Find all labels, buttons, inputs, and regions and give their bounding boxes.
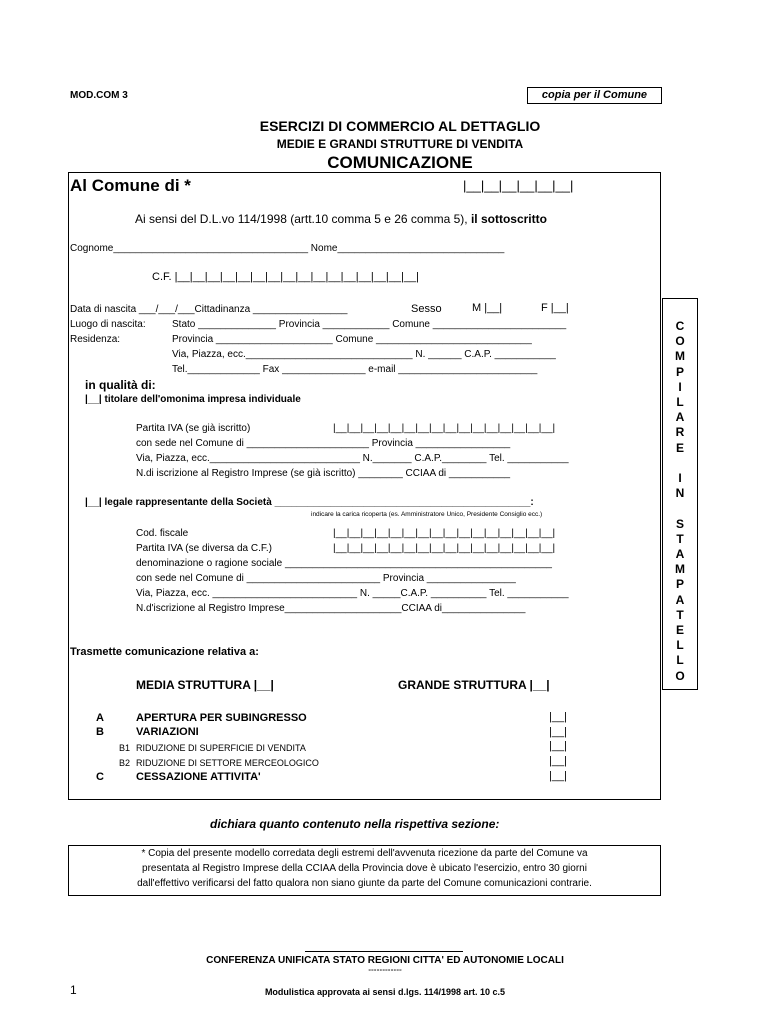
stamp-letter: T <box>676 531 684 546</box>
item-checkbox[interactable]: |__| <box>549 755 567 767</box>
footer-modulistica: Modulistica approvata ai sensi d.lgs. 114/1998 art. 10 c.5 <box>264 987 506 997</box>
note-line3: dall'effettivo verificarsi del fatto qualora non siano giunte da parte del Comune comunicazioni contrarie. <box>137 878 592 889</box>
stamp-letter: P <box>675 577 684 592</box>
stamp-letter: P <box>675 364 684 379</box>
residenza-label: Residenza: <box>70 334 121 345</box>
stamp-letter: E <box>675 440 684 455</box>
note-line2: presentata al Registro Imprese della CCIAA della Provincia dove è ubicato l'esercizio, entro 30 giorni <box>142 863 587 874</box>
legale-checkbox[interactable]: |__| legale rappresentante della Società ______________________________________________: <box>85 497 534 508</box>
residenza-via-field[interactable]: Via, Piazza, ecc.______________________________ N. ______ C.A.P. ___________ <box>172 349 556 360</box>
stamp-letter: L <box>676 638 684 653</box>
titolare-checkbox[interactable]: |__| titolare dell'omonima impresa individuale <box>85 394 301 405</box>
title-line3: COMUNICAZIONE <box>327 153 473 172</box>
main-form-frame <box>68 172 661 800</box>
stamp-letter: L <box>676 395 684 409</box>
title-line1: ESERCIZI DI COMMERCIO AL DETTAGLIO <box>259 118 541 134</box>
sesso-m-checkbox[interactable]: M |__| <box>472 302 503 314</box>
cognome-nome-field[interactable]: Cognome___________________________________ Nome______________________________ <box>70 243 505 254</box>
comune-label: Al Comune di * <box>70 176 191 195</box>
stamp-letter: N <box>675 486 685 501</box>
form-code: MOD.COM 3 <box>70 90 128 101</box>
stamp-letter: C <box>675 319 685 333</box>
stamp-letter: M <box>675 562 685 577</box>
item-code: B2 <box>119 758 131 768</box>
item-label: CESSAZIONE ATTIVITA' <box>136 771 261 783</box>
footer-conferenza: CONFERENZA UNIFICATA STATO REGIONI CITTA' ED AUTONOMIE LOCALI <box>206 955 564 966</box>
item-code: A <box>96 712 104 724</box>
piva-field[interactable]: |__|__|__|__|__|__|__|__|__|__|__|__|__|__|__|__| <box>333 423 556 434</box>
stamp-letter: S <box>675 516 684 531</box>
sede2-field[interactable]: con sede nel Comune di ________________________ Provincia ________________ <box>136 573 516 584</box>
residenza-provincia-field[interactable]: Provincia _____________________ Comune ____________________________ <box>172 334 532 345</box>
stamp-letter: T <box>676 607 684 622</box>
luogo-field[interactable]: Stato ______________ Provincia ____________ Comune ________________________ <box>172 319 567 330</box>
stamp-letter: O <box>675 334 685 349</box>
piva-label: Partita IVA (se già iscritto) <box>136 423 251 434</box>
iscrizione-field[interactable]: N.di iscrizione al Registro Imprese (se già iscritto) ________ CCIAA di ___________ <box>136 468 511 479</box>
stamp-letter: A <box>675 592 685 607</box>
stamp-letter: I <box>678 379 682 394</box>
stamp-letter: A <box>675 410 685 425</box>
copy-label: copia per il Comune <box>541 89 648 101</box>
intro-text: Ai sensi del D.L.vo 114/1998 (artt.10 comma 5 e 26 comma 5), il sottoscritto <box>135 212 547 226</box>
codfisc-label: Cod. fiscale <box>136 528 189 539</box>
dichiara-text: dichiara quanto contenuto nella rispettiva sezione: <box>210 817 500 831</box>
sesso-f-checkbox[interactable]: F |__| <box>541 302 569 314</box>
codfisc-field[interactable]: |__|__|__|__|__|__|__|__|__|__|__|__|__|__|__|__| <box>333 528 556 539</box>
trasmette-title: Trasmette comunicazione relativa a: <box>70 646 259 658</box>
media-struttura-checkbox[interactable]: MEDIA STRUTTURA |__| <box>136 678 274 692</box>
luogo-label: Luogo di nascita: <box>70 319 146 330</box>
via2-field[interactable]: Via, Piazza, ecc. __________________________ N. _____C.A.P. __________ Tel. ___________ <box>136 588 569 599</box>
item-checkbox[interactable]: |__| <box>549 711 567 723</box>
item-checkbox[interactable]: |__| <box>549 726 567 738</box>
item-label: APERTURA PER SUBINGRESSO <box>136 712 307 724</box>
iscrizione2-field[interactable]: N.d'iscrizione al Registro Imprese_____________________CCIAA di_______________ <box>136 603 526 614</box>
item-checkbox[interactable]: |__| <box>549 740 567 752</box>
sesso-label: Sesso <box>411 303 442 315</box>
title-line2: MEDIE E GRANDI STRUTTURE DI VENDITA <box>276 137 524 151</box>
stamp-letter: M <box>675 349 685 364</box>
item-checkbox[interactable]: |__| <box>549 770 567 782</box>
grande-struttura-checkbox[interactable]: GRANDE STRUTTURA |__| <box>398 678 550 692</box>
sede-field[interactable]: con sede nel Comune di ______________________ Provincia _________________ <box>136 438 511 449</box>
stamp-letter: I <box>678 471 682 485</box>
footer-divider <box>305 951 463 952</box>
copy-label-box <box>527 87 662 104</box>
comune-code-field[interactable]: |__|__|__|__|__|__| <box>463 178 574 193</box>
qualita-title: in qualità di: <box>85 378 156 392</box>
stamp-letter: O <box>675 668 685 683</box>
item-label: VARIAZIONI <box>136 726 199 738</box>
piva2-label: Partita IVA (se diversa da C.F.) <box>136 543 272 554</box>
stamp-column <box>662 298 698 690</box>
legale-note: indicare la carica ricoperta (es. Amministratore Unico, Presidente Consiglio ecc.) <box>311 511 543 518</box>
stamp-letter: R <box>675 425 685 440</box>
item-code: B <box>96 726 104 738</box>
codice-fiscale-field[interactable]: C.F. |__|__|__|__|__|__|__|__|__|__|__|__|__|__|__|__| <box>152 271 419 283</box>
item-code: B1 <box>119 743 131 753</box>
item-label: RIDUZIONE DI SUPERFICIE DI VENDITA <box>136 743 306 753</box>
residenza-tel-field[interactable]: Tel._____________ Fax _______________ e-mail _________________________ <box>172 364 538 375</box>
item-code: C <box>96 771 104 783</box>
nascita-field[interactable]: Data di nascita ___/___/___Cittadinanza _________________ <box>70 304 348 315</box>
note-line1: * Copia del presente modello corredata degli estremi dell'avvenuta ricezione da parte del Comune va <box>141 848 588 859</box>
stamp-letter: L <box>676 653 684 668</box>
via-field[interactable]: Via, Piazza, ecc.___________________________ N._______ C.A.P.________ Tel. ___________ <box>136 453 569 464</box>
denominazione-field[interactable]: denominazione o ragione sociale ________________________________________________ <box>136 558 552 569</box>
item-label: RIDUZIONE DI SETTORE MERCEOLOGICO <box>136 758 319 768</box>
stamp-letter: E <box>675 623 684 637</box>
piva2-field[interactable]: |__|__|__|__|__|__|__|__|__|__|__|__|__|__|__|__| <box>333 543 556 554</box>
footer-dots: °°°°°°°°°°°° <box>368 969 402 976</box>
stamp-letter: A <box>675 547 685 561</box>
page-number: 1 <box>70 983 77 997</box>
